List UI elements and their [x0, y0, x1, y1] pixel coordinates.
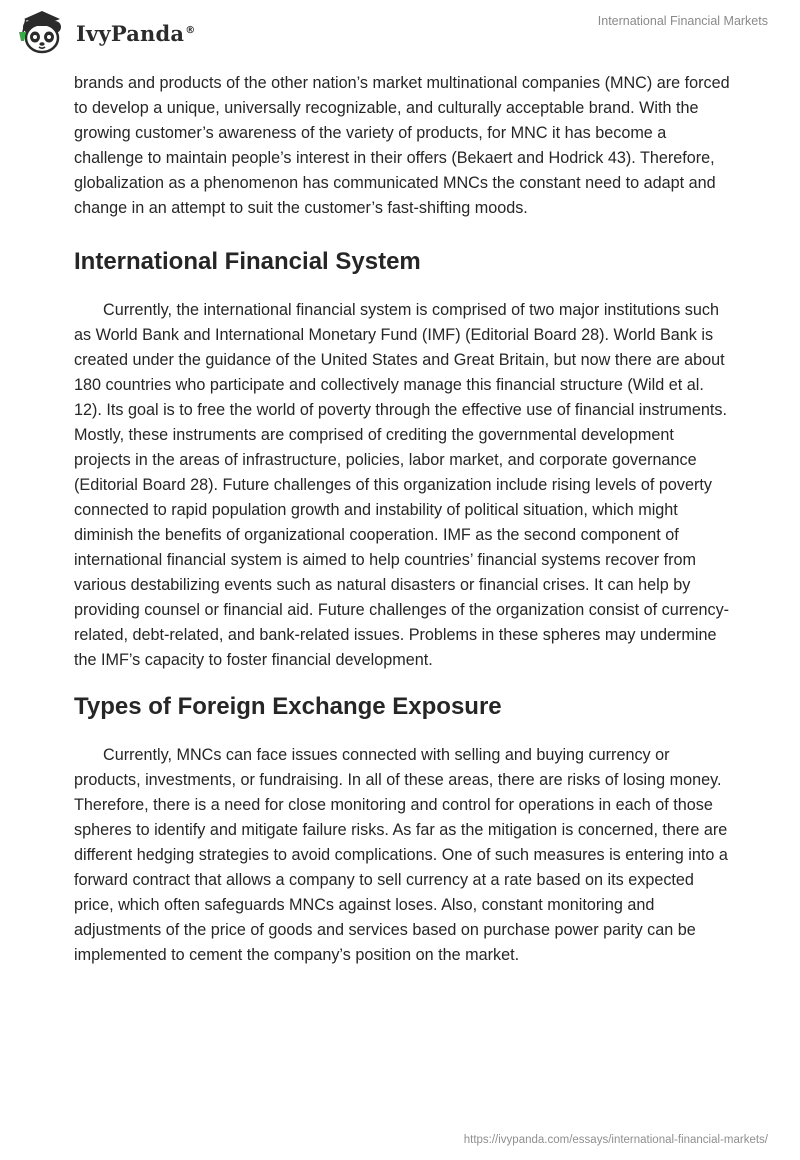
logo-link[interactable] [14, 8, 195, 56]
section-heading-foreign-exchange-exposure: Types of Foreign Exchange Exposure [74, 693, 502, 720]
article-body [74, 71, 734, 968]
registered-mark: ® [185, 24, 196, 36]
page-header [0, 0, 800, 60]
document-title: International Financial Markets [597, 14, 768, 28]
panda-graduation-cap-icon [14, 8, 70, 56]
source-url[interactable]: https://ivypanda.com/essays/international-financial-markets/ [463, 1134, 768, 1146]
brand-name: IvyPanda® [76, 20, 196, 46]
section-paragraph-international-financial-system: Currently, the international financial system is comprised of two major institutions such as World Bank and International Monetary Fund (IMF) (Editorial Board 28). World Bank is created under the guidance of the United States and Great Britain, but now there are about 180 countries who participate and collectively manage this financial structure (Wild et al. 12). Its goal is to free the world of poverty through the effective use of financial instruments. Mostly, these instruments are comprised of crediting the governmental development projects in the areas of infrastructure, policies, labor market, and corporate governance (Editorial Board 28). Future challenges of this organization include rising levels of poverty connected to rapid population growth and instability of political situation, which might diminish the benefits of organizational cooperation. IMF as the second component of international financial system is aimed to help countries’ financial systems recover from various destabilizing events such as natural disasters or financial crises. It can help by providing counsel or financial aid. Future challenges of the organization consist of currency-related, debt-related, and bank-related issues. Problems in these spheres may undermine the IMF’s capacity to foster financial development. [74, 301, 730, 669]
intro-paragraph: brands and products of the other nation’s market multinational companies (MNC) are forced to develop a unique, universally recognizable, and culturally acceptable brand. With the growing customer’s awareness of the variety of products, for MNC it has become a challenge to maintain people’s interest in their offers (Bekaert and Hodrick 43). Therefore, globalization as a phenomenon has communicated MNCs the constant need to adapt and change in an attempt to suit the customer’s fast-shifting moods. [74, 74, 730, 217]
section-paragraph-foreign-exchange-exposure: Currently, MNCs can face issues connected with selling and buying currency or products, investments, or fundraising. In all of these areas, there are risks of losing money. Therefore, there is a need for close monitoring and control for operations in each of those spheres to identify and mitigate failure risks. As far as the mitigation is concerned, there are different hedging strategies to avoid complications. One of such measures is entering into a forward contract that allows a company to sell currency at a rate based on its expected price, which often safeguards MNCs against loses. Also, constant monitoring and adjustments of the price of goods and services based on purchase power parity can be implemented to cement the company’s position on the market. [74, 746, 728, 964]
section-heading-international-financial-system: International Financial System [74, 248, 421, 275]
